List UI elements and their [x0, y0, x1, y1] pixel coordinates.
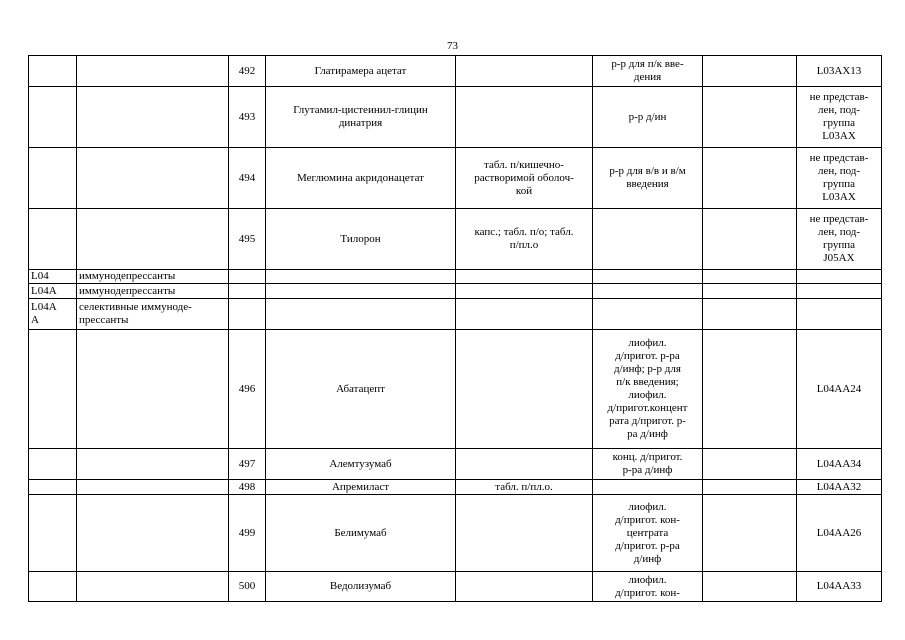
atc-cell: [29, 572, 77, 602]
form-cell: [456, 270, 593, 284]
number-cell: 499: [229, 495, 266, 572]
form-cell-2: р-р для в/в и в/м введения: [593, 148, 703, 209]
form-cell: табл. п/кишечно- растворимой оболоч- кой: [456, 148, 593, 209]
drug-table: [28, 55, 882, 602]
drug-name-cell: Алемтузумаб: [266, 449, 456, 480]
atc-code-cell: L04AA32: [797, 480, 882, 495]
empty-cell: [703, 480, 797, 495]
form-cell-2: конц. д/пригот. р-ра д/инф: [593, 449, 703, 480]
atc-cell: L04A A: [29, 299, 77, 330]
empty-cell: [703, 330, 797, 449]
group-cell: [77, 148, 229, 209]
atc-cell: L04A: [29, 284, 77, 299]
group-cell: иммунодепрессанты: [77, 284, 229, 299]
empty-cell: [703, 572, 797, 602]
empty-cell: [703, 270, 797, 284]
table-row: [29, 148, 882, 209]
number-cell: 496: [229, 330, 266, 449]
form-cell: [456, 56, 593, 87]
number-cell: 493: [229, 87, 266, 148]
form-cell-2: лиофил. д/пригот. кон- центрата д/пригот. р-ра д/инф: [593, 495, 703, 572]
empty-cell: [703, 209, 797, 270]
drug-name-cell: [266, 284, 456, 299]
atc-code-cell: [797, 299, 882, 330]
form-cell: [456, 449, 593, 480]
atc-code-cell: L04AA24: [797, 330, 882, 449]
atc-code-cell: L04AA33: [797, 572, 882, 602]
table-row: [29, 572, 882, 602]
atc-code-cell: не представ- лен, под- группа L03AX: [797, 148, 882, 209]
table-row: [29, 495, 882, 572]
form-cell: капс.; табл. п/о; табл. п/пл.о: [456, 209, 593, 270]
atc-code-cell: не представ- лен, под- группа J05AX: [797, 209, 882, 270]
number-cell: 495: [229, 209, 266, 270]
atc-code-cell: L03AX13: [797, 56, 882, 87]
group-cell: [77, 87, 229, 148]
form-cell: [456, 572, 593, 602]
atc-cell: [29, 87, 77, 148]
atc-cell: [29, 330, 77, 449]
atc-cell: L04: [29, 270, 77, 284]
table-row: [29, 330, 882, 449]
group-cell: [77, 495, 229, 572]
number-cell: 498: [229, 480, 266, 495]
table-row: [29, 56, 882, 87]
group-cell: [77, 572, 229, 602]
atc-code-cell: [797, 270, 882, 284]
drug-name-cell: Глутамил-цистеинил-глицин динатрия: [266, 87, 456, 148]
form-cell-2: [593, 299, 703, 330]
group-cell: [77, 330, 229, 449]
empty-cell: [703, 449, 797, 480]
table-row: [29, 270, 882, 284]
drug-name-cell: [266, 270, 456, 284]
table-row: [29, 480, 882, 495]
form-cell-2: лиофил. д/пригот. кон-: [593, 572, 703, 602]
empty-cell: [703, 495, 797, 572]
form-cell-2: лиофил. д/пригот. р-ра д/инф; р-р для п/к введения; лиофил. д/пригот.концент рата д/пригот. р- ра д/инф: [593, 330, 703, 449]
drug-name-cell: Абатацепт: [266, 330, 456, 449]
atc-code-cell: L04AA26: [797, 495, 882, 572]
table-row: [29, 209, 882, 270]
form-cell-2: р-р д/ин: [593, 87, 703, 148]
form-cell-2: [593, 209, 703, 270]
table-row: [29, 87, 882, 148]
form-cell: [456, 299, 593, 330]
drug-name-cell: Ведолизумаб: [266, 572, 456, 602]
atc-code-cell: не представ- лен, под- группа L03AX: [797, 87, 882, 148]
atc-cell: [29, 148, 77, 209]
empty-cell: [703, 56, 797, 87]
form-cell: [456, 284, 593, 299]
form-cell: [456, 87, 593, 148]
number-cell: [229, 270, 266, 284]
atc-cell: [29, 449, 77, 480]
atc-cell: [29, 480, 77, 495]
form-cell-2: [593, 480, 703, 495]
form-cell: [456, 330, 593, 449]
group-cell: [77, 56, 229, 87]
number-cell: 494: [229, 148, 266, 209]
table-row: [29, 449, 882, 480]
table-row: [29, 299, 882, 330]
table-row: [29, 284, 882, 299]
number-cell: [229, 299, 266, 330]
number-cell: 500: [229, 572, 266, 602]
atc-code-cell: [797, 284, 882, 299]
empty-cell: [703, 284, 797, 299]
form-cell-2: р-р для п/к вве- дения: [593, 56, 703, 87]
page-number: 73: [447, 40, 458, 52]
number-cell: 492: [229, 56, 266, 87]
number-cell: [229, 284, 266, 299]
form-cell: [456, 495, 593, 572]
drug-name-cell: Белимумаб: [266, 495, 456, 572]
atc-code-cell: L04AA34: [797, 449, 882, 480]
empty-cell: [703, 299, 797, 330]
empty-cell: [703, 87, 797, 148]
group-cell: [77, 480, 229, 495]
drug-name-cell: [266, 299, 456, 330]
group-cell: [77, 449, 229, 480]
form-cell-2: [593, 284, 703, 299]
form-cell: табл. п/пл.о.: [456, 480, 593, 495]
drug-name-cell: Глатирамера ацетат: [266, 56, 456, 87]
group-cell: иммунодепрессанты: [77, 270, 229, 284]
group-cell: селективные иммуноде- прессанты: [77, 299, 229, 330]
number-cell: 497: [229, 449, 266, 480]
group-cell: [77, 209, 229, 270]
atc-cell: [29, 56, 77, 87]
empty-cell: [703, 148, 797, 209]
drug-name-cell: Тилорон: [266, 209, 456, 270]
atc-cell: [29, 495, 77, 572]
atc-cell: [29, 209, 77, 270]
drug-name-cell: Меглюмина акридонацетат: [266, 148, 456, 209]
drug-name-cell: Апремиласт: [266, 480, 456, 495]
form-cell-2: [593, 270, 703, 284]
